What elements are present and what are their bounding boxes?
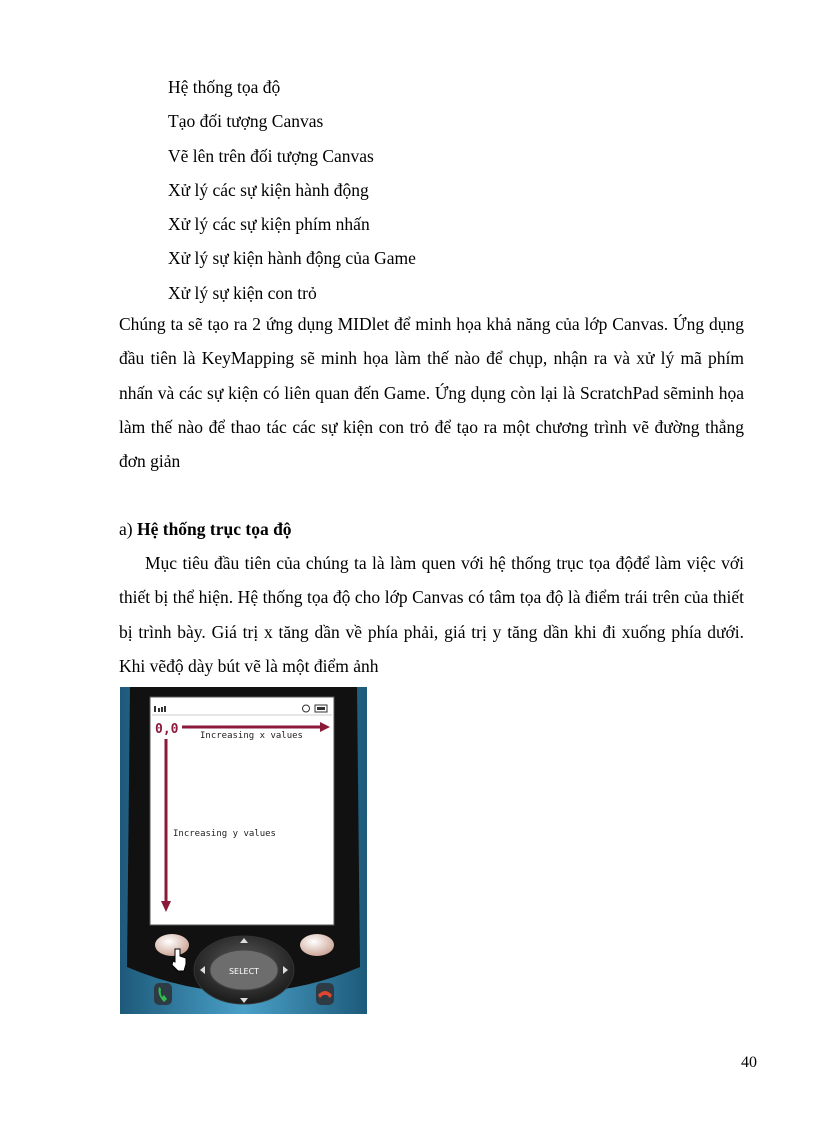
call-key	[154, 983, 172, 1005]
intro-paragraph: Chúng ta sẽ tạo ra 2 ứng dụng MIDlet để minh họa khả năng của lớp Canvas. Ứng dụng đầu tiên là KeyMapping sẽ minh họa làm thế nào để chụp, nhận ra và xử lý mã phím nhấn và các sự kiện có liên quan đến Game. Ứng dụng còn lại là ScratchPad sẽminh họa làm thế nào để thao tác các sự kiện con trỏ để tạo ra một chương trình vẽ đường thẳng đơn giản	[119, 314, 744, 472]
list-item: Hệ thống tọa độ	[168, 77, 281, 97]
phone-coordinate-figure	[120, 687, 367, 1014]
section-title: Hệ thống trục tọa độ	[136, 519, 292, 539]
page-number: 40	[741, 1054, 757, 1071]
section-prefix: a)	[119, 519, 137, 539]
section-heading	[119, 512, 292, 546]
topic-list	[168, 70, 416, 310]
list-item: Vẽ lên trên đối tượng Canvas	[168, 145, 374, 166]
coordinate-paragraph: Mục tiêu đầu tiên của chúng ta là làm quen với hệ thống trục tọa độđể làm việc với thiết bị thể hiện. Hệ thống tọa độ cho lớp Canvas có tâm tọa độ là điểm trái trên của thiết bị trình bày. Giá trị x tăng dần về phía phải, giá trị y tăng dần khi đi xuống phía dưới. Khi vẽđộ dày bút vẽ là một điểm ảnh	[119, 553, 744, 676]
list-item: Xử lý sự kiện con trỏ	[168, 282, 317, 303]
list-item: Xử lý các sự kiện phím nhấn	[168, 214, 370, 235]
origin-label: 0,0	[155, 722, 179, 737]
select-label: SELECT	[228, 967, 260, 976]
left-softkey	[155, 934, 189, 956]
list-item: Xử lý các sự kiện hành động	[168, 179, 369, 200]
x-axis-label: Increasing x values	[200, 731, 303, 741]
list-item: Xử lý sự kiện hành động của Game	[168, 248, 416, 269]
right-softkey	[300, 934, 334, 956]
y-axis-label: Increasing y values	[173, 829, 276, 839]
list-item: Tạo đối tượng Canvas	[168, 111, 324, 132]
